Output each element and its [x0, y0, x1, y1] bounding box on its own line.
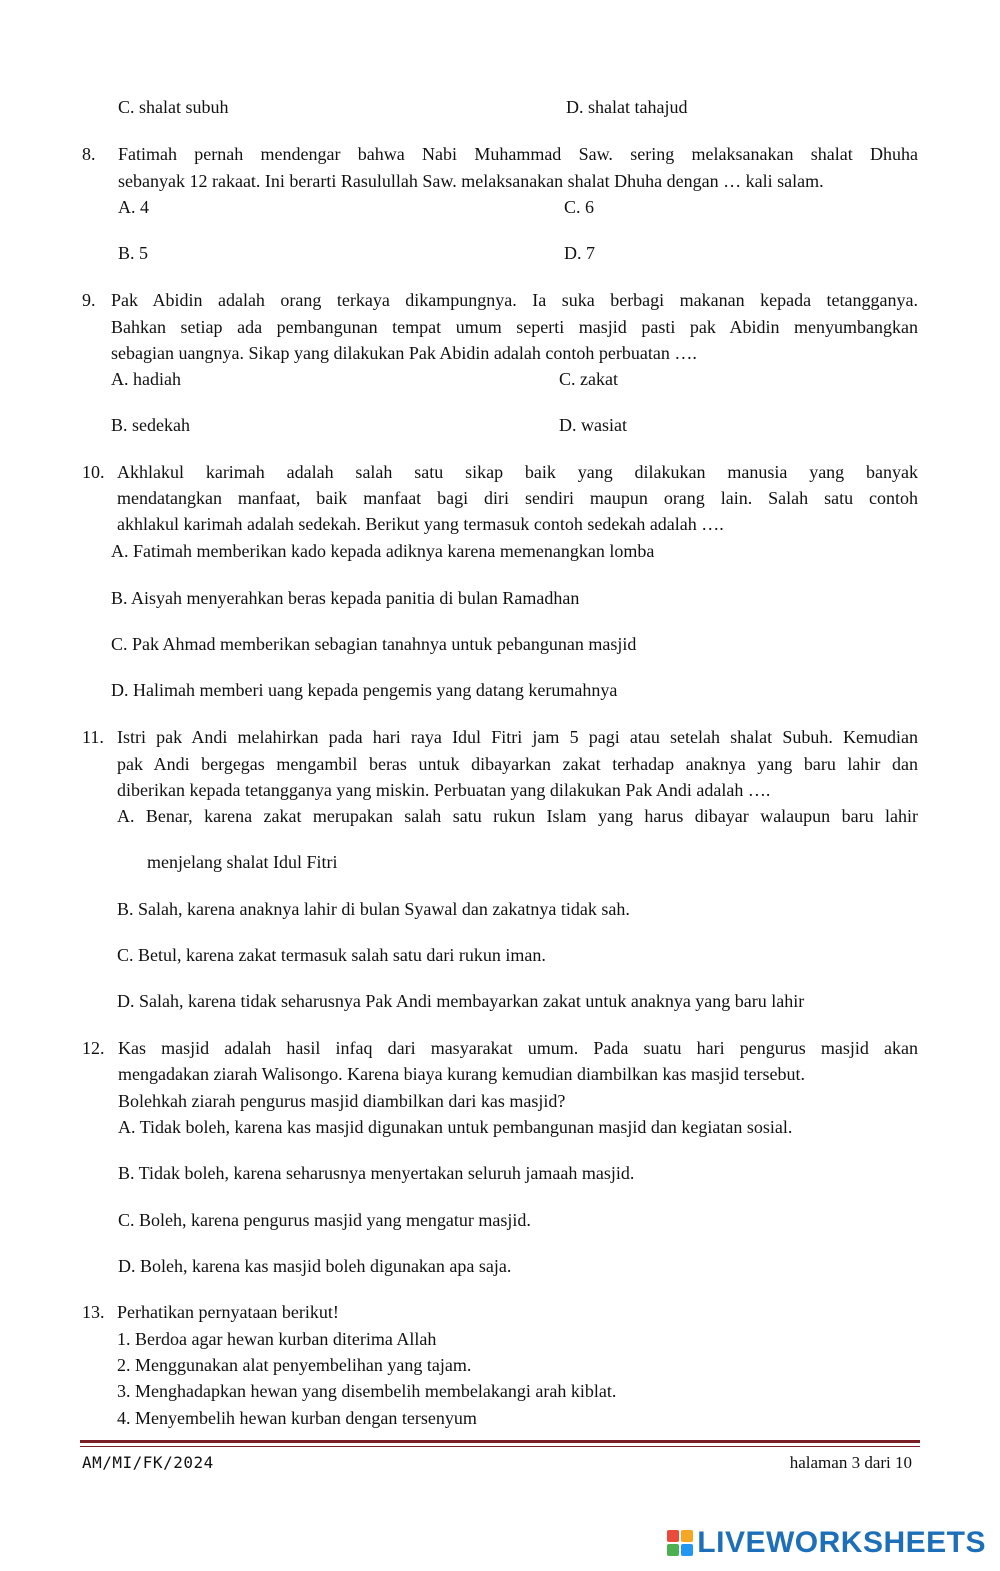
q8-text-line: sebanyak 12 rakaat. Ini berarti Rasulullah Saw. melaksanakan shalat Dhuha dengan … kali salam.	[118, 171, 824, 191]
q10-text-line: mendatangkan manfaat, baik manfaat bagi diri sendiri maupun orang lain. Salah satu contoh	[117, 488, 918, 508]
q10-option-b[interactable]: B. Aisyah menyerahkan beras kepada panitia di bulan Ramadhan	[111, 588, 580, 608]
q8-number: 8.	[82, 144, 96, 164]
q10-option-d[interactable]: D. Halimah memberi uang kepada pengemis yang datang kerumahnya	[111, 680, 618, 700]
q7-option-c[interactable]: C. shalat subuh	[118, 97, 229, 117]
q13-statement: 1. Berdoa agar hewan kurban diterima Allah	[117, 1329, 437, 1349]
q12-text-line: Kas masjid adalah hasil infaq dari masyarakat umum. Pada suatu hari pengurus masjid akan	[118, 1038, 918, 1058]
q11-number: 11.	[82, 727, 104, 747]
q9-option-d[interactable]: D. wasiat	[559, 415, 627, 435]
q12-option-c[interactable]: C. Boleh, karena pengurus masjid yang mengatur masjid.	[118, 1210, 531, 1230]
q8-option-a[interactable]: A. 4	[118, 197, 149, 217]
q11-text-line: pak Andi bergegas mengambil beras untuk dibayarkan zakat terhadap anaknya yang baru lahir dan	[117, 754, 918, 774]
footer-rule-thin	[80, 1446, 920, 1447]
q8-option-c[interactable]: C. 6	[564, 197, 595, 217]
q12-number: 12.	[82, 1038, 105, 1058]
liveworksheets-logo-icon	[667, 1530, 693, 1556]
q11-option-a[interactable]: A. Benar, karena zakat merupakan salah satu rukun Islam yang harus dibayar walaupun baru lahir	[117, 806, 918, 826]
q11-text-line: Istri pak Andi melahirkan pada hari raya Idul Fitri jam 5 pagi atau setelah shalat Subuh. Kemudian	[117, 727, 918, 747]
q8-text-line: Fatimah pernah mendengar bahwa Nabi Muhammad Saw. sering melaksanakan shalat Dhuha	[118, 144, 918, 164]
q11-option-a-continued: menjelang shalat Idul Fitri	[147, 852, 338, 872]
q12-text-line: Bolehkah ziarah pengurus masjid diambilkan dari kas masjid?	[118, 1091, 566, 1111]
page-number: halaman 3 dari 10	[789, 1453, 912, 1472]
q9-option-b[interactable]: B. sedekah	[111, 415, 190, 435]
q9-text-line: Pak Abidin adalah orang terkaya dikampungnya. Ia suka berbagi makanan kepada tetangganya.	[111, 290, 918, 310]
q9-option-a[interactable]: A. hadiah	[111, 369, 181, 389]
brand-text: LIVEWORKSHEETS	[697, 1526, 986, 1559]
q13-statement: 2. Menggunakan alat penyembelihan yang tajam.	[117, 1355, 472, 1375]
q13-statement: 3. Menghadapkan hewan yang disembelih membelakangi arah kiblat.	[117, 1381, 617, 1401]
q13-statement: 4. Menyembelih hewan kurban dengan tersenyum	[117, 1408, 477, 1428]
q11-option-c[interactable]: C. Betul, karena zakat termasuk salah satu dari rukun iman.	[117, 945, 546, 965]
q10-option-c[interactable]: C. Pak Ahmad memberikan sebagian tanahnya untuk pebangunan masjid	[111, 634, 637, 654]
q11-option-d[interactable]: D. Salah, karena tidak seharusnya Pak Andi membayarkan zakat untuk anaknya yang baru lahir	[117, 991, 805, 1011]
q8-option-b[interactable]: B. 5	[118, 243, 149, 263]
q12-text-line: mengadakan ziarah Walisongo. Karena biaya kurang kemudian diambilkan kas masjid tersebut.	[118, 1064, 805, 1084]
q9-number: 9.	[82, 290, 96, 310]
q10-option-a[interactable]: A. Fatimah memberikan kado kepada adiknya karena memenangkan lomba	[111, 541, 655, 561]
q12-option-b[interactable]: B. Tidak boleh, karena seharusnya menyertakan seluruh jamaah masjid.	[118, 1163, 635, 1183]
q9-text-line: Bahkan setiap ada pembangunan tempat umum seperti masjid pasti pak Abidin menyumbangkan	[111, 317, 918, 337]
q9-option-c[interactable]: C. zakat	[559, 369, 618, 389]
q13-number: 13.	[82, 1302, 105, 1322]
q12-option-d[interactable]: D. Boleh, karena kas masjid boleh digunakan apa saja.	[118, 1256, 512, 1276]
q10-text-line: Akhlakul karimah adalah salah satu sikap baik yang dilakukan manusia yang banyak	[117, 462, 918, 482]
q11-option-b[interactable]: B. Salah, karena anaknya lahir di bulan Syawal dan zakatnya tidak sah.	[117, 899, 630, 919]
q11-text-line: diberikan kepada tetangganya yang miskin. Perbuatan yang dilakukan Pak Andi adalah ….	[117, 780, 771, 800]
q10-text-line: akhlakul karimah adalah sedekah. Berikut yang termasuk contoh sedekah adalah ….	[117, 514, 724, 534]
document-code: AM/MI/FK/2024	[82, 1453, 214, 1472]
liveworksheets-brand[interactable]	[667, 1526, 986, 1560]
q8-option-d[interactable]: D. 7	[564, 243, 595, 263]
footer-rule-thick	[80, 1440, 920, 1443]
q10-number: 10.	[82, 462, 105, 482]
q7-option-d[interactable]: D. shalat tahajud	[566, 97, 688, 117]
q13-text-line: Perhatikan pernyataan berikut!	[117, 1302, 339, 1322]
q12-option-a[interactable]: A. Tidak boleh, karena kas masjid digunakan untuk pembangunan masjid dan kegiatan sosial.	[118, 1117, 793, 1137]
q9-text-line: sebagian uangnya. Sikap yang dilakukan Pak Abidin adalah contoh perbuatan ….	[111, 343, 697, 363]
